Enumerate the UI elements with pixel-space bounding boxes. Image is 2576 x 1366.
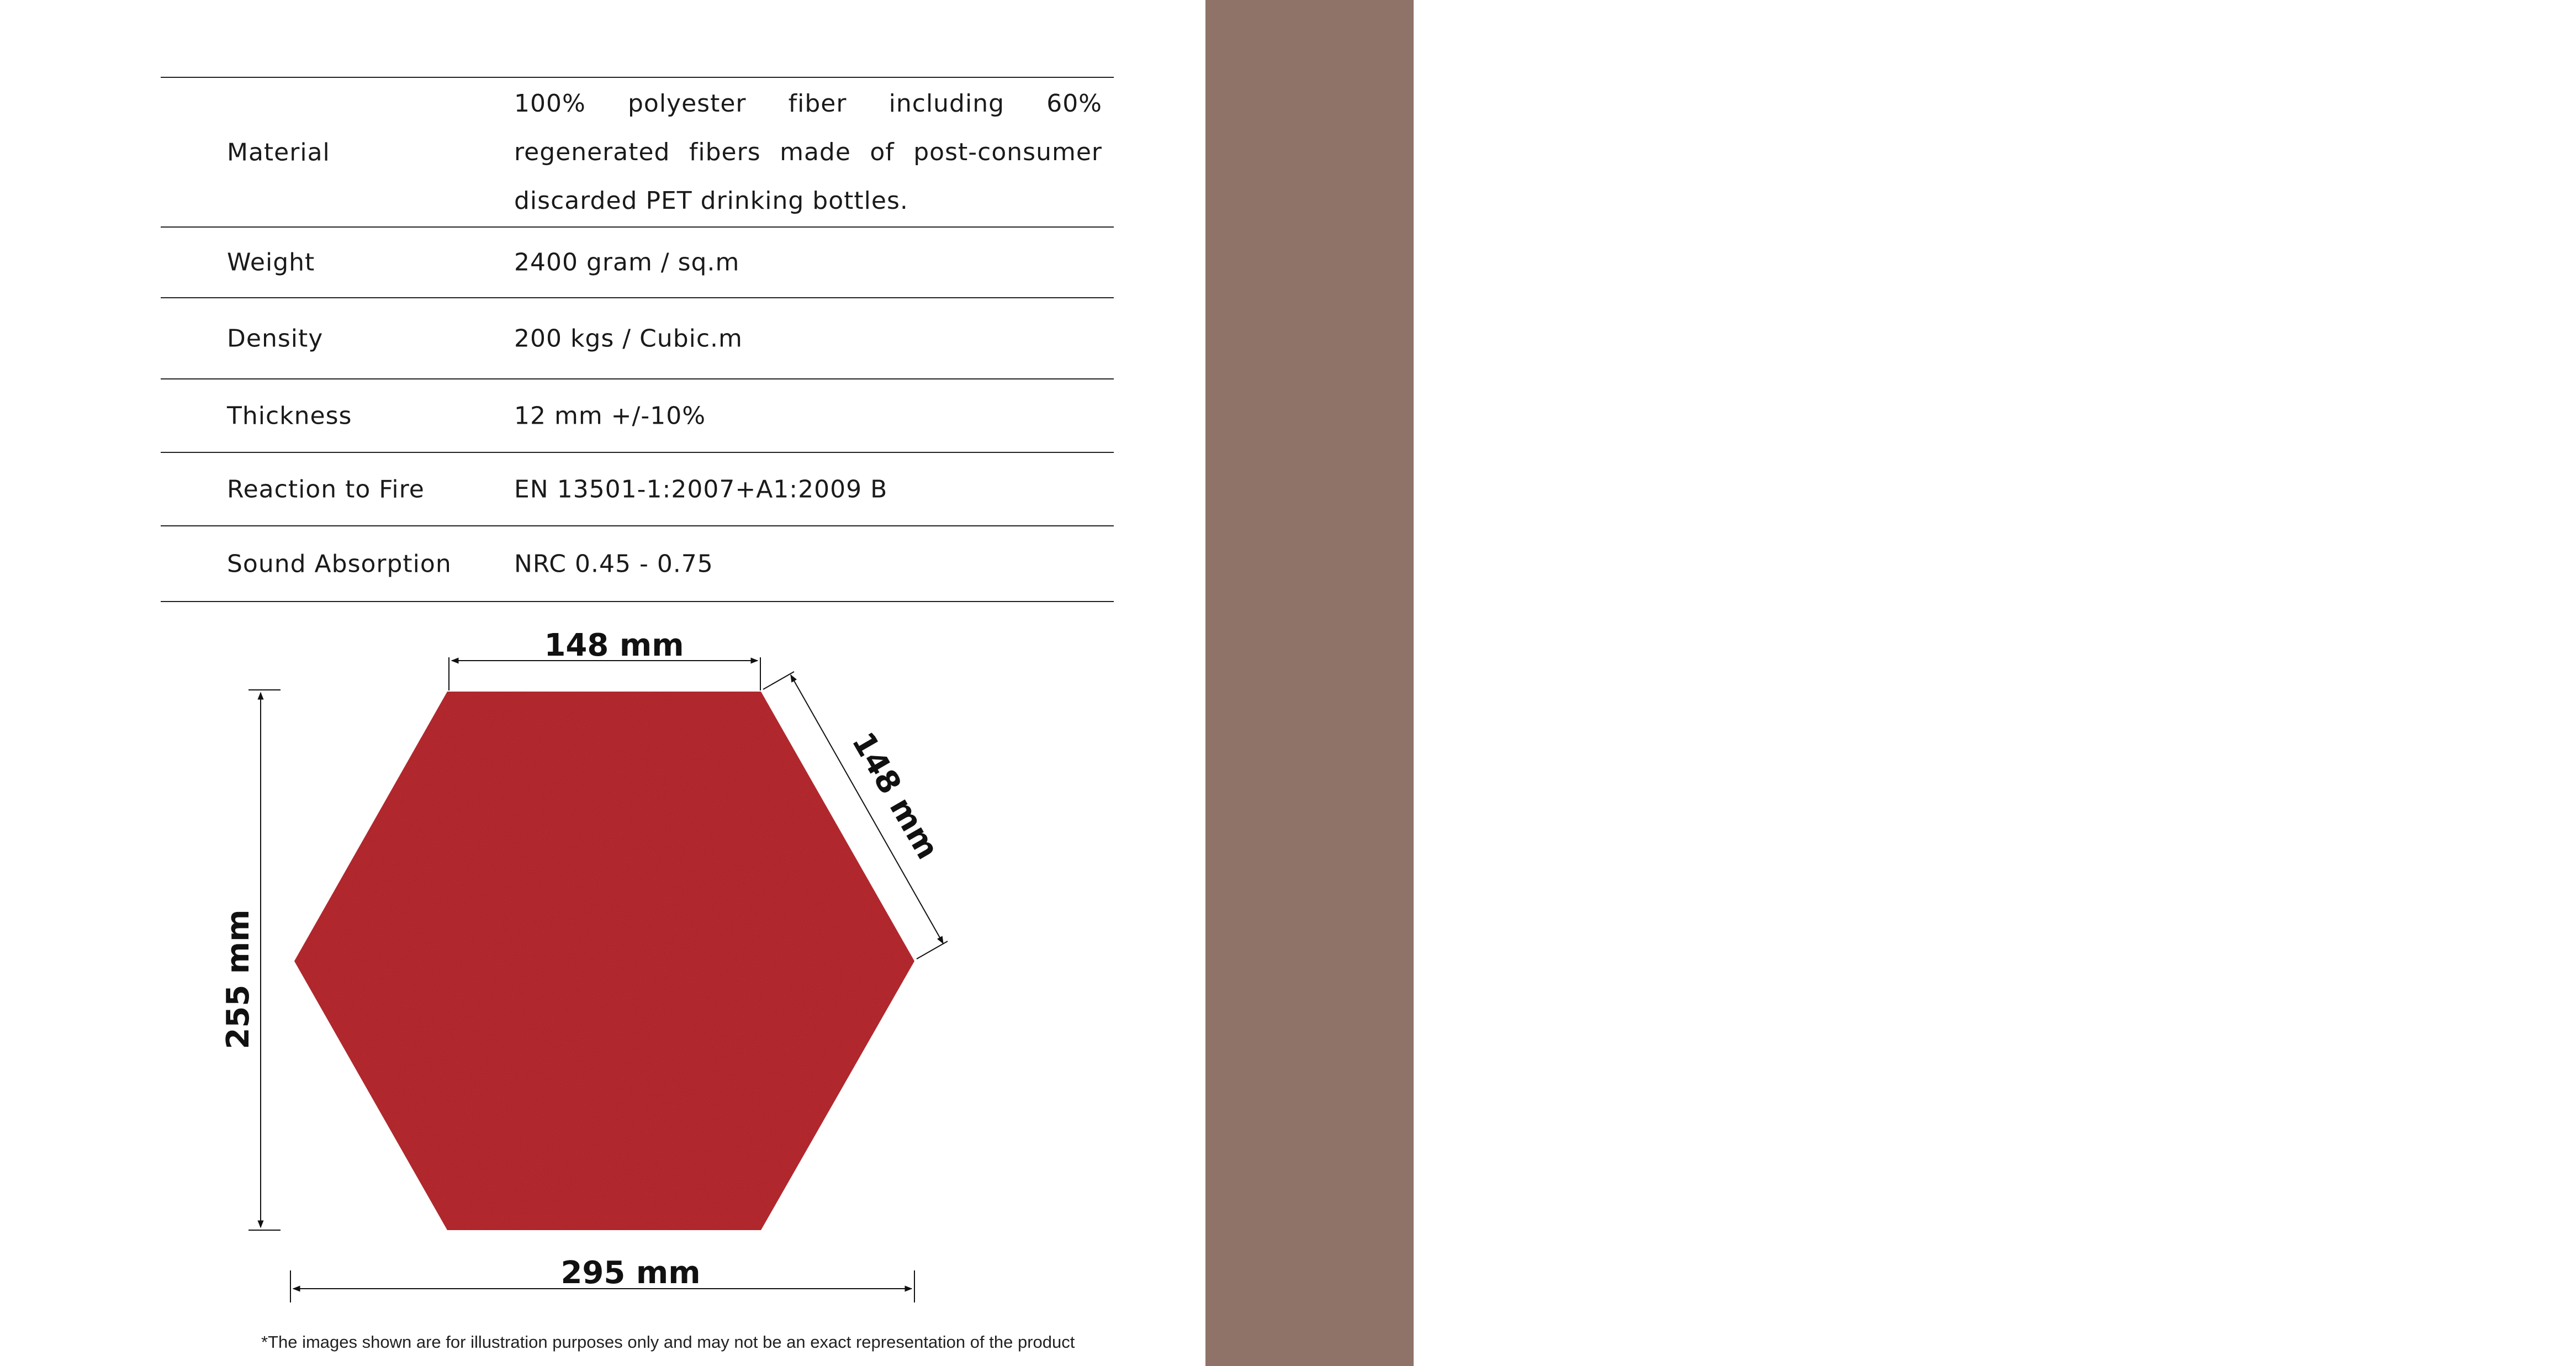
spec-value: NRC 0.45 - 0.75 xyxy=(514,550,713,578)
spec-label: Reaction to Fire xyxy=(227,475,425,503)
top-dimension-label: 148 mm xyxy=(544,627,684,663)
spec-value: 2400 gram / sq.m xyxy=(514,248,740,277)
height-dimension-label: 255 mm xyxy=(220,909,256,1049)
spec-label: Thickness xyxy=(227,402,352,430)
spec-value: EN 13501-1:2007+A1:2009 B xyxy=(514,475,888,503)
height-dimension xyxy=(220,690,281,1230)
spec-label: Material xyxy=(227,138,330,166)
spec-label: Weight xyxy=(227,248,315,277)
spec-value: 200 kgs / Cubic.m xyxy=(514,324,743,352)
brand-logo: acoustic.ae xyxy=(2453,412,2576,1035)
width-dimension xyxy=(290,1255,914,1302)
spec-value: 12 mm +/-10% xyxy=(514,402,706,430)
top-dimension xyxy=(449,627,760,690)
width-dimension-label: 295 mm xyxy=(560,1255,701,1291)
spec-label: Sound Absorption xyxy=(227,550,452,578)
brand-sidebar xyxy=(1205,0,2576,1366)
side-dimension-label: 148 mm xyxy=(844,726,946,866)
hexagon-panel xyxy=(294,692,914,1230)
disclaimer-note: *The images shown are for illustration purposes only and may not be an exact representation of the product xyxy=(261,1332,1075,1352)
hexagon-dimension-diagram xyxy=(0,0,1205,1366)
spec-label: Density xyxy=(227,324,324,352)
spec-value: 100% polyester fiber including 60% regenerated fibers made of post-consumer discarded PET drinking bottles. xyxy=(514,89,1102,215)
